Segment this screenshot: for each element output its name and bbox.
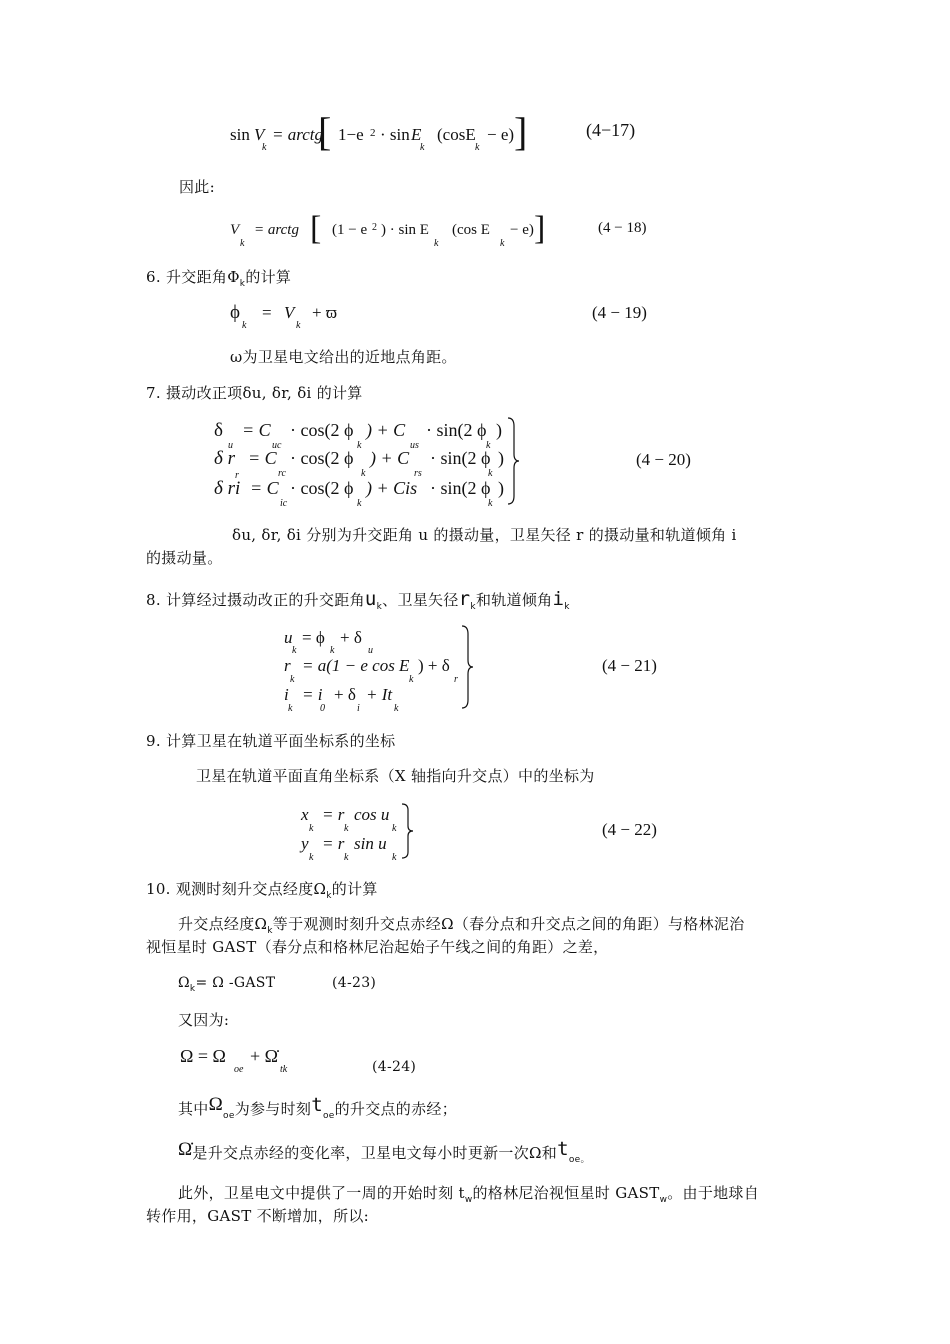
eq-number-4-23: (4-23) <box>332 975 377 991</box>
eq-sub-k3: k <box>475 142 480 153</box>
eq-row2-sin-u: sin u <box>354 834 387 853</box>
eq-row1-C: = C <box>242 420 271 440</box>
eq-number-4-22: (4 − 22) <box>602 820 657 839</box>
eq-row1-sub-k3: k <box>392 823 397 834</box>
section-10-heading: 10. 观测时刻升交点经度$\Omega_k$的计算 <box>146 880 378 901</box>
left-bracket: [ <box>310 210 322 247</box>
eq-row1-sub-u: u <box>228 440 233 451</box>
eq-row2-sub-k: k <box>361 468 366 479</box>
eq-phi: ϕ <box>230 302 241 323</box>
eq-row2-sub-r: r <box>235 470 239 481</box>
eq-equal: = <box>262 303 272 322</box>
eq-row1-delta: δ <box>214 420 223 441</box>
eq-body: (1 − e <box>332 222 368 238</box>
section-8-heading: 8. 计算经过摄动改正的升交距角$u_k$、卫星矢径$r_k$和轨道倾角$i_k$ <box>146 588 570 612</box>
eq-row3-sin: · sin(2 ϕ <box>430 478 491 498</box>
omega-description: ω为卫星电文给出的近地点角距。 <box>230 348 457 366</box>
eq-row2-sub-k3: k <box>392 852 397 863</box>
eq-row3-delta: + δ <box>334 685 356 704</box>
eq-sq: 2 <box>370 127 376 139</box>
eq-number-4-24: (4-24) <box>372 1059 417 1075</box>
eq-body3: (cos E <box>452 222 490 238</box>
paragraph-perturbation-line2: 的摄动量。 <box>146 549 223 567</box>
eq-row3-sub-i: i <box>357 703 360 714</box>
eq-plus-omega-dot: + Ω̇ <box>250 1046 279 1066</box>
equation-4-23: $\Omega_k= \Omega$ -GAST <box>178 975 276 994</box>
eq-row3-It: + It <box>366 685 393 704</box>
eq-omega-lhs: Ω = Ω <box>180 1046 226 1066</box>
left-bracket: [ <box>318 109 332 154</box>
eq-row2-delta-r: δ r <box>214 448 235 469</box>
eq-row3-delta-ri: δ ri <box>214 478 241 499</box>
eq-sub-k: k <box>240 238 245 249</box>
eq-number-4-17: (4−17) <box>586 120 636 140</box>
eq-row1-sub-k2: k <box>344 823 349 834</box>
section-6-heading: 6. 升交距角$\Phi_k$的计算 <box>146 268 292 289</box>
eq-row3-sub-k: k <box>288 703 293 714</box>
eq-row1-sub-k2: k <box>330 645 335 656</box>
eq-sub-k2: k <box>434 238 439 249</box>
eq-row3-C: = C <box>250 478 279 498</box>
eq-row2-close: ) <box>498 448 504 468</box>
eq-row3-i0: = i <box>302 685 323 704</box>
eq-row1-sub-us: us <box>410 440 419 451</box>
eq-row1-x: x <box>301 805 309 824</box>
eq-sub-k: k <box>242 320 247 331</box>
eq-E: E <box>411 125 422 144</box>
eq-row2-sub-k2: k <box>409 674 414 685</box>
right-brace-icon <box>400 802 414 860</box>
eq-body2: ) · sin E <box>381 222 429 238</box>
paragraph-longitude-line2: 视恒星时 GAST（春分点和格林尼治起始子午线之间的角距）之差， <box>146 938 609 956</box>
section-9-heading: 9. 计算卫星在轨道平面坐标系的坐标 <box>146 732 396 750</box>
eq-dot-sin: · sin <box>380 125 410 144</box>
eq-one-minus-e: 1−e <box>338 125 364 144</box>
eq-row2-delta: ) + δ <box>418 656 450 675</box>
paragraph-gast-line2: 转作用，GAST 不断增加，所以: <box>146 1207 370 1225</box>
eq-row1-sin: · sin(2 ϕ <box>426 420 487 440</box>
paragraph-longitude-line1: 升交点经度$\Omega_k$等于观测时刻升交点赤经Ω（春分点和升交点之间的角距）与格林泥治 <box>178 915 745 936</box>
eq-V: V <box>284 303 295 322</box>
eq-row1-sub-k: k <box>292 645 297 656</box>
eq-sub-oe: oe <box>234 1064 244 1075</box>
eq-row2-r: r <box>284 656 291 675</box>
eq-row1-cos: · cos(2 ϕ <box>290 420 354 440</box>
eq-sub-k3: k <box>500 238 505 249</box>
eq-sub-k: k <box>262 142 267 153</box>
eq-row1-sub-k: k <box>357 440 362 451</box>
eq-sub-k2: k <box>296 320 301 331</box>
text-yinci: 因此: <box>179 178 215 196</box>
eq-sq: 2 <box>372 222 377 233</box>
right-brace-icon <box>506 416 520 506</box>
eq-row2-sub-k: k <box>309 852 314 863</box>
text-youyin: 又因为: <box>178 1011 230 1029</box>
right-bracket: ] <box>534 210 546 247</box>
paragraph-perturbation-line1: δu, δr, δi 分别为升交距角 u 的摄动量，卫星矢径 r 的摄动量和轨道倾角 i <box>232 526 737 544</box>
eq-row1-sub-uc: uc <box>272 440 282 451</box>
eq-row1-delta: + δ <box>340 628 362 647</box>
eq-row3-sub-k3: k <box>394 703 399 714</box>
paragraph-omega-dot: Ω̇是升交点赤经的变化率，卫星电文每小时更新一次Ω和$t_{oe。}$ <box>178 1138 590 1165</box>
eq-row1-r: = r <box>322 805 345 824</box>
eq-row3-sub-ic: ic <box>280 498 288 509</box>
right-bracket: ] <box>514 109 528 154</box>
eq-row2-sub-rs: rs <box>414 468 422 479</box>
eq-sub-k2: k <box>420 142 425 153</box>
eq-number-4-19: (4 − 19) <box>592 303 647 322</box>
eq-arctg: = arctg <box>272 125 323 144</box>
eq-row2-sin: · sin(2 ϕ <box>430 448 491 468</box>
eq-row3-sub-k2: k <box>488 498 493 509</box>
eq-row3-sub-k: k <box>357 498 362 509</box>
right-brace-icon <box>460 624 474 710</box>
eq-row2-r: = r <box>322 834 345 853</box>
paragraph-omega-oe: 其中$\Omega_{oe}$为参与时刻$t_{oe}$的升交点的赤经； <box>178 1094 458 1121</box>
eq-minus-e: − e) <box>487 125 515 144</box>
eq-row2-plus-C: ) + C <box>370 448 410 468</box>
eq-row2-cos: · cos(2 ϕ <box>290 448 354 468</box>
eq-number-4-21: (4 − 21) <box>602 656 657 675</box>
eq-row2-sub-k2: k <box>344 852 349 863</box>
eq-row2-sub-r: r <box>454 674 458 685</box>
eq-row3-cos: · cos(2 ϕ <box>290 478 354 498</box>
eq-row2-sub-rc: rc <box>278 468 286 479</box>
section-7-heading: 7. 摄动改正项δu, δr, δi 的计算 <box>146 384 363 402</box>
eq-row1-plus-C: ) + C <box>366 420 406 440</box>
eq-row1-sub-k2: k <box>486 440 491 451</box>
eq-row1-close: ) <box>496 420 502 440</box>
eq-row1-phi: = ϕ <box>302 628 325 647</box>
eq-V: V <box>254 125 265 144</box>
paragraph-orbit-plane: 卫星在轨道平面直角坐标系（X 轴指向升交点）中的坐标为 <box>196 767 595 785</box>
eq-row1-u: u <box>284 628 293 647</box>
eq-row3-sub-0: 0 <box>320 703 325 714</box>
eq-row2-sub-k2: k <box>488 468 493 479</box>
eq-row2-C: = C <box>248 448 277 468</box>
eq-row3-i: i <box>284 685 289 704</box>
eq-row2-a: = a(1 − e cos E <box>302 656 410 675</box>
eq-row2-sub-k: k <box>290 674 295 685</box>
eq-number-4-20: (4 − 20) <box>636 450 691 469</box>
eq-number-4-18: (4 − 18) <box>598 220 647 236</box>
eq-body4: − e) <box>510 222 534 238</box>
eq-row1-sub-k: k <box>309 823 314 834</box>
eq-arctg: = arctg <box>254 222 299 238</box>
eq-row3-close: ) <box>498 478 504 498</box>
eq-row1-cos-u: cos u <box>354 805 390 824</box>
eq-plus-omega: + ϖ <box>312 303 338 322</box>
paragraph-gast-line1: 此外，卫星电文中提供了一周的开始时刻 $t_w$的格林尼治视恒星时 $GAST_w$。由于地球自 <box>178 1184 760 1205</box>
eq-cos: (cosE <box>437 125 476 144</box>
eq-sub-tk: tk <box>280 1064 288 1075</box>
eq-V: V <box>230 222 240 238</box>
eq-sin: sin <box>230 125 250 144</box>
eq-row2-y: y <box>301 834 309 853</box>
eq-row3-plus-Cis: ) + Cis <box>366 478 418 498</box>
eq-row1-sub-u: u <box>368 645 373 656</box>
